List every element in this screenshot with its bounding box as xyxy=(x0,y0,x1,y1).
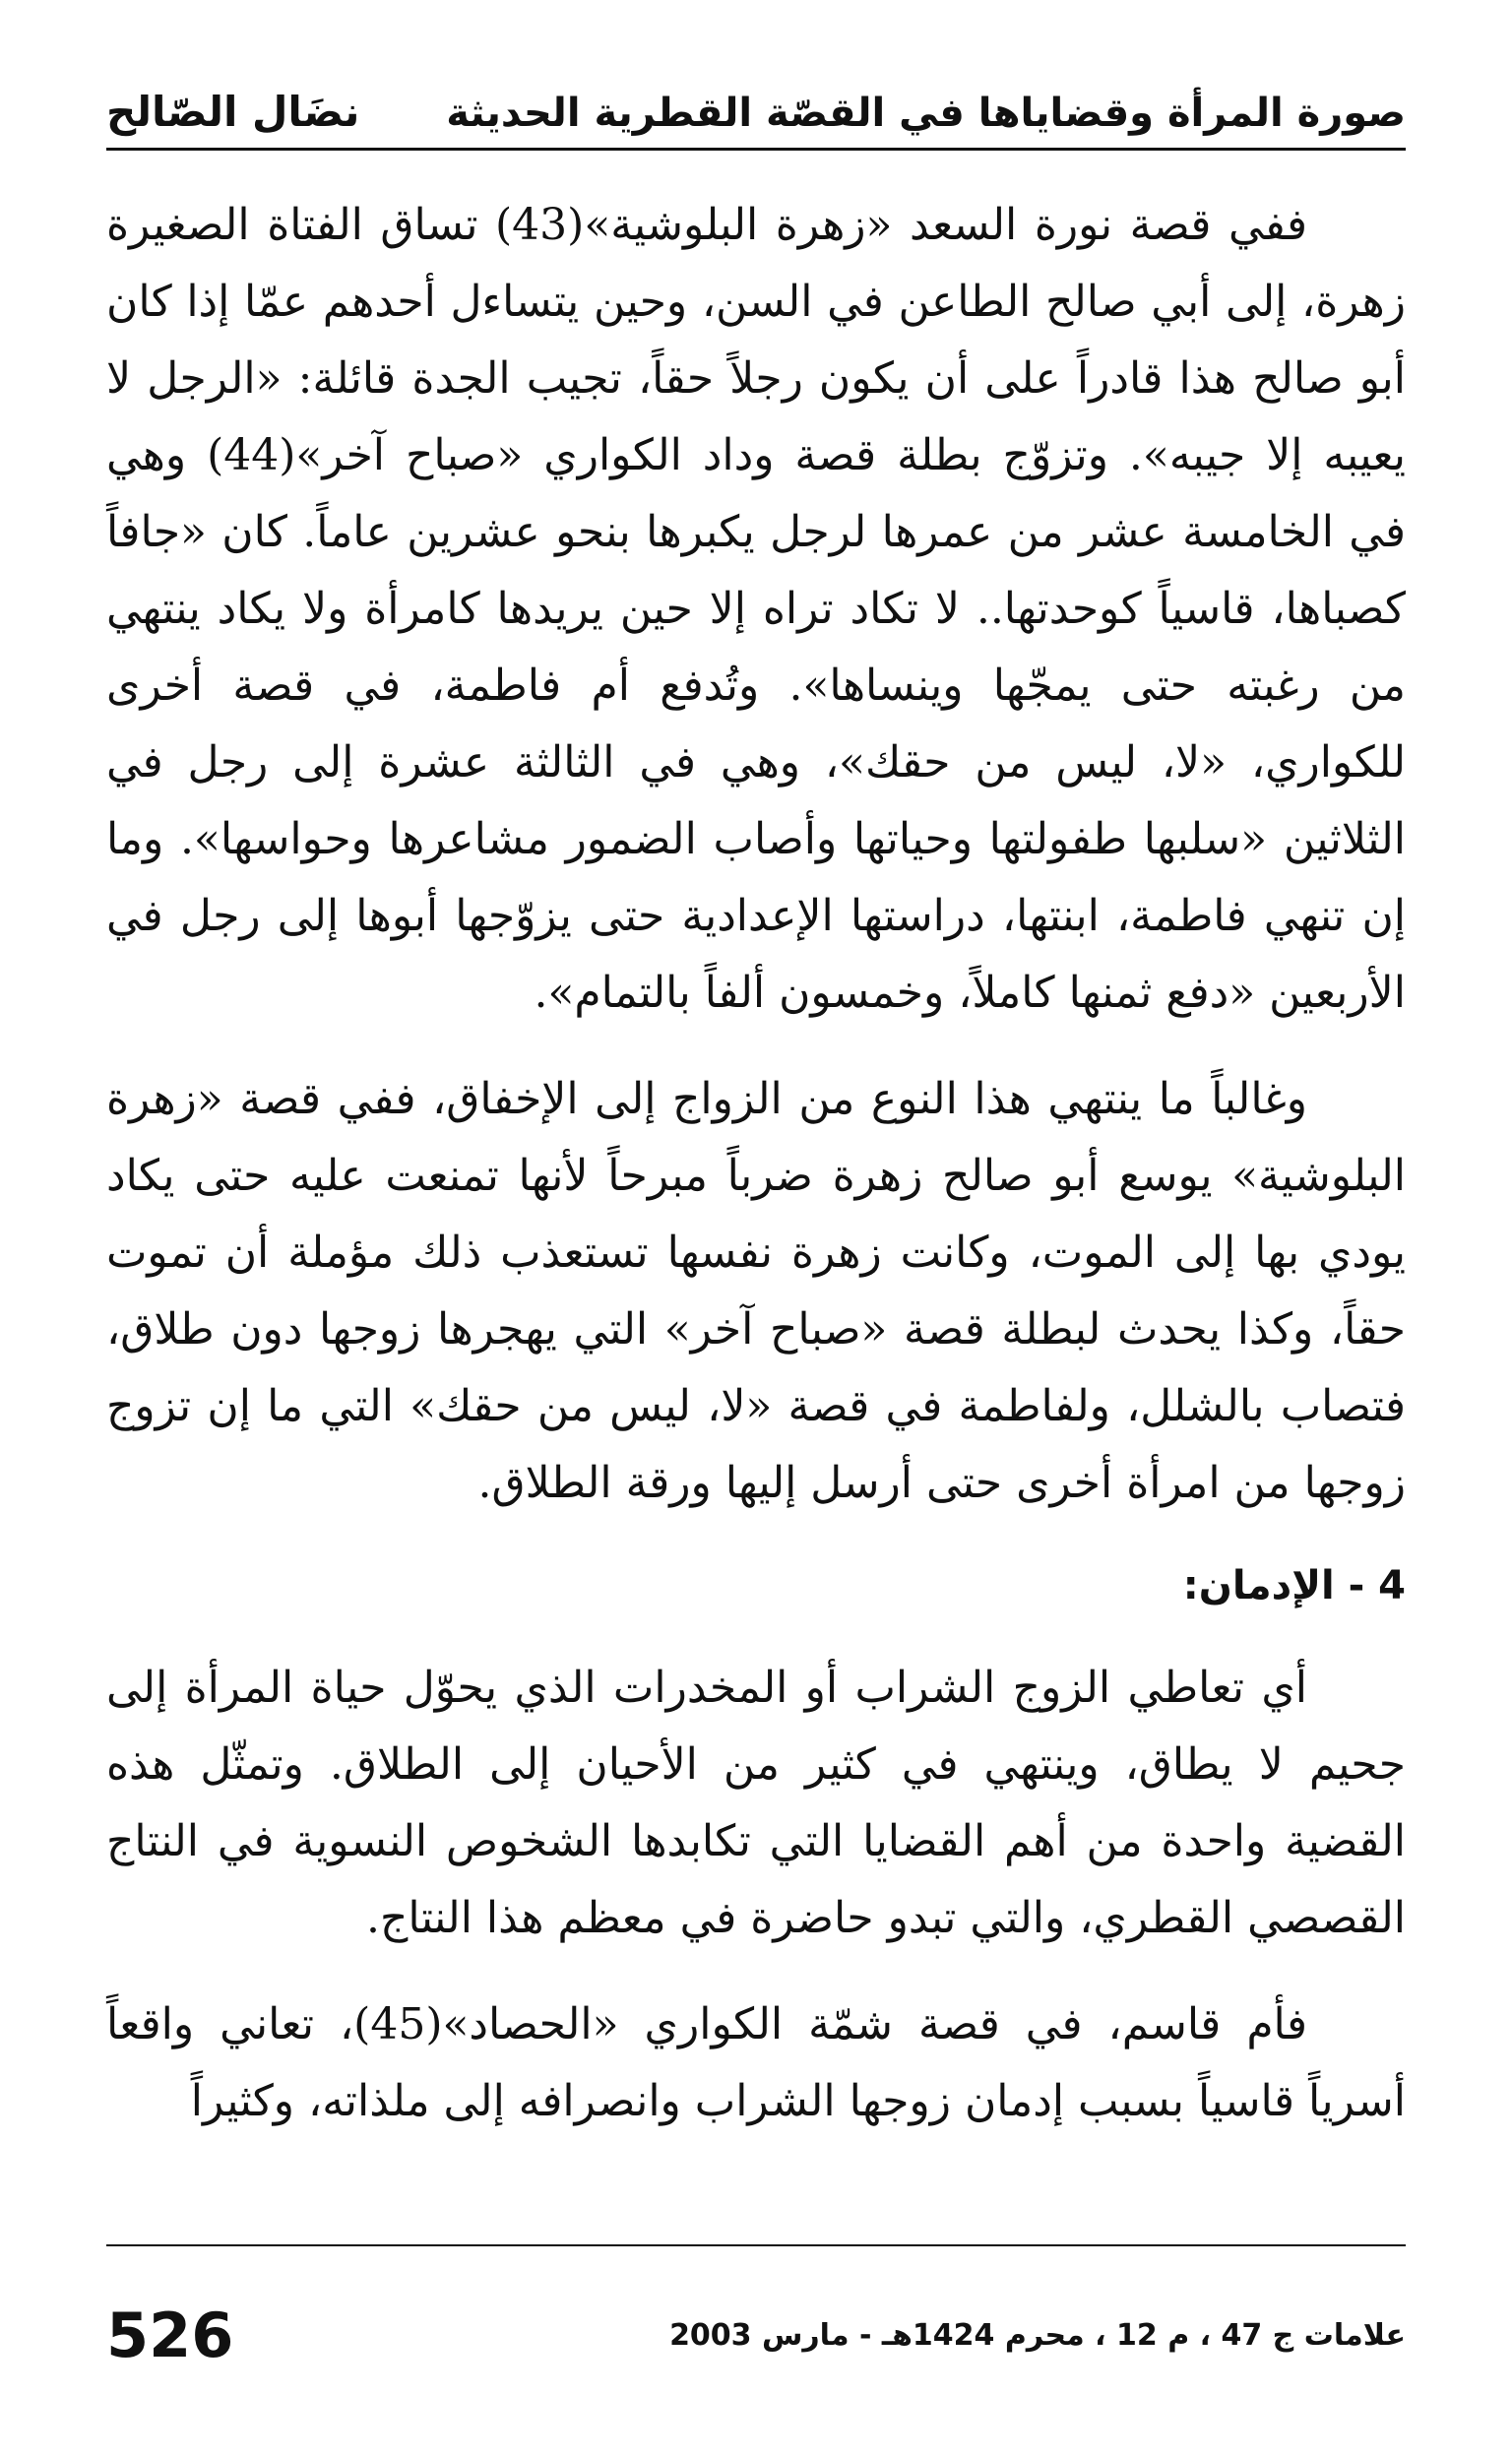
section-heading: 4 - الإدمان: xyxy=(1182,1563,1406,1608)
paragraph-1: ففي قصة نورة السعد «زهرة البلوشية»(43) تساق الفتاة الصغيرة زهرة، إلى أبي صالح الطاعن في السن، وحين يتساءل أحدهم عمّا إذا كان أبو صالح هذا قادراً على أن يكون رجلاً حقاً، تجيب الجدة قائلة: «الرجل لا يعيبه إلا جيبه». وتزوّج بطلة قصة وداد الكواري «صباح آخر»(44) وهي في الخامسة عشر من عمرها لرجل يكبرها بنحو عشرين عاماً. كان «جافاً كصباها، قاسياً كوحدتها.. لا تكاد تراه إلا حين يريدها كامرأة ولا يكاد ينتهي من رغبته حتى يمجّها وينساها». وتُدفع أم فاطمة، في قصة أخرى للكواري، «لا، ليس من حقك»، وهي في الثالثة عشرة إلى رجل في الثلاثين «سلبها طفولتها وحياتها وأصاب الضمور مشاعرها وحواسها». وما إن تنهي فاطمة، ابنتها، دراستها الإعدادية حتى يزوّجها أبوها إلى رجل في الأربعين «دفع ثمنها كاملاً، وخمسون ألفاً بالتمام». xyxy=(106,200,1406,1018)
paragraph-4: فأم قاسم، في قصة شمّة الكواري «الحصاد»(45)، تعاني واقعاً أسرياً قاسياً بسبب إدمان زوجها الشراب وانصرافه إلى ملذاته، وكثيراً xyxy=(106,1999,1406,2126)
page-footer xyxy=(106,2244,1406,2394)
paragraph-2: وغالباً ما ينتهي هذا النوع من الزواج إلى الإخفاق، ففي قصة «زهرة البلوشية» يوسع أبو صالح زهرة ضرباً مبرحاً لأنها تمنعت عليه حتى يكاد يودي بها إلى الموت، وكانت زهرة نفسها تستعذب ذلك مؤملة أن تموت حقاً، وكذا يحدث لبطلة قصة «صباح آخر» التي يهجرها زوجها دون طلاق، فتصاب بالشلل، ولفاطمة في قصة «لا، ليس من حقك» التي ما إن تزوج زوجها من امرأة أخرى حتى أرسل إليها ورقة الطلاق. xyxy=(106,1074,1406,1508)
header-author: نضَال الصّالح xyxy=(106,88,360,136)
paragraph-3: أي تعاطي الزوج الشراب أو المخدرات الذي يحوّل حياة المرأة إلى جحيم لا يطاق، وينتهي في كثير من الأحيان إلى الطلاق. وتمثّل هذه القضية واحدة من أهم القضايا التي تكابدها الشخوص النسوية في النتاج القصصي القطري، والتي تبدو حاضرة في معظم هذا النتاج. xyxy=(106,1663,1406,1943)
journal-citation: علامات ج 47 ، م 12 ، محرم 1424هـ - مارس 2003 xyxy=(669,2317,1406,2353)
document-page xyxy=(106,39,1406,2402)
body-text xyxy=(106,187,1406,2170)
running-header xyxy=(106,57,1406,151)
page-number: 526 xyxy=(106,2299,234,2371)
header-title: صورة المرأة وقضاياها في القصّة القطرية الحديثة xyxy=(446,91,1406,136)
